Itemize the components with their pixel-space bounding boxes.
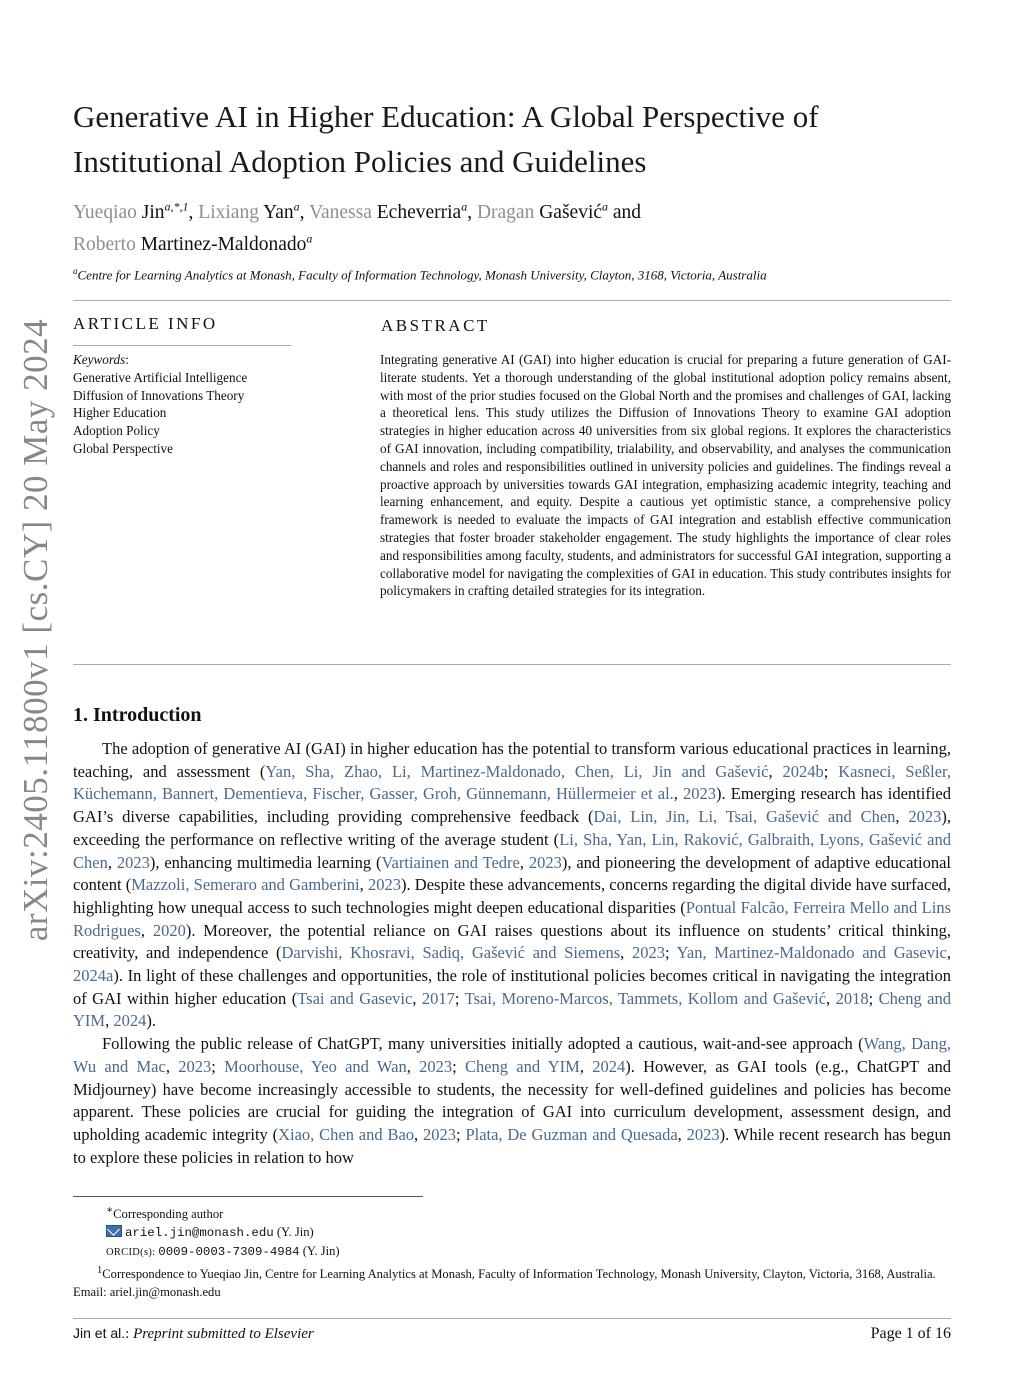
paper-title: Generative AI in Higher Education: A Global Perspective of Institutional Adoption Policies and Guidelines <box>73 99 819 179</box>
body-text: ). In light of these challenges and opportunities, the role of institutional policies becomes critical in navigating the integration of GAI within higher education ( <box>73 966 951 1008</box>
body-text: , <box>673 784 684 804</box>
citation-link[interactable]: 2023 <box>683 784 717 804</box>
body-text: , <box>359 875 368 895</box>
body-text: ). Despite these advancements, concerns regarding the digital divide have surfaced, highlighting how unequal access to such technologies might deepen educational disparities ( <box>73 875 952 917</box>
body-text: , <box>620 943 632 963</box>
citation-link[interactable]: 2023 <box>116 852 150 872</box>
body-text: ; <box>823 761 839 781</box>
body-text: , <box>165 1056 179 1076</box>
citation-link[interactable]: Tsai and Gasevic <box>297 988 413 1008</box>
citation-link[interactable]: Li, Sha, Yan, Lin, Raković, Galbraith, Lyons, Gašević and Chen <box>73 829 952 872</box>
citation-link[interactable]: 2023 <box>419 1056 453 1076</box>
citation-link[interactable]: Wang, Dang, Wu and Mac <box>73 1034 951 1076</box>
body-text: , <box>579 1056 593 1076</box>
citation-link[interactable]: Plata, De Guzman and Quesada <box>465 1124 678 1144</box>
body-text: , <box>140 920 153 940</box>
citation-link[interactable]: Vartiainen and Tedre <box>381 852 520 872</box>
body-text: , <box>105 1011 114 1031</box>
body-text: , <box>946 943 951 963</box>
article-info-heading: ARTICLE INFO <box>73 314 218 333</box>
running-footer: Jin et al.: Preprint submitted to Elsevier <box>73 1325 314 1342</box>
citation-link[interactable]: 2017 <box>421 988 455 1008</box>
citation-link[interactable]: Kasneci, Seßler, Küchemann, Bannert, Dementieva, Fischer, Gasser, Groh, Günnemann, Hüllermeier et al. <box>73 761 952 804</box>
body-text: , <box>768 761 783 781</box>
author: Roberto Martinez-Maldonado$^a$ <box>73 231 313 255</box>
keyword: Generative Artificial Intelligence <box>73 369 248 385</box>
body-text: ). However, as GAI tools (e.g., ChatGPT and Midjourney) have become increasingly accessible to students, the necessity for well-defined guidelines and policies has become apparent. These policies are crucial for guiding the integration of GAI into curriculum development, assessment design, and upholding academic integrity ( <box>73 1056 952 1144</box>
citation-link[interactable]: 2023 <box>367 875 401 895</box>
body-text: , <box>519 852 529 872</box>
page-number: Page 1 of 16 <box>870 1325 951 1342</box>
footnote-corresponding: ∗Corresponding author <box>106 1205 224 1222</box>
body-text: ; <box>664 943 677 963</box>
keyword: Diffusion of Innovations Theory <box>73 387 245 403</box>
citation-link[interactable]: 2024a <box>73 966 114 986</box>
citation-link[interactable]: Pontual Falcão, Ferreira Mello and Lins Rodrigues <box>73 897 952 940</box>
keywords-block: Keywords: Generative Artificial Intelligence Diffusion of Innovations Theory Higher Education Adoption Policy Global Perspective <box>73 352 248 456</box>
keywords-label: Keywords <box>73 352 126 367</box>
citation-link[interactable]: Yan, Martinez-Maldonado and Gasevic <box>676 943 947 963</box>
section-heading-introduction: 1. Introduction <box>73 704 202 726</box>
author: Lixiang Yan$^a$, <box>198 199 310 223</box>
body-text: ; <box>211 1056 225 1076</box>
footnote-orcid: ORCID(s): 0009-0003-7309-4984 (Y. Jin) <box>106 1244 340 1260</box>
body-text: ; <box>454 988 465 1008</box>
header-divider <box>73 300 951 301</box>
intro-paragraph <box>73 1033 951 1169</box>
article-info-divider <box>73 345 291 346</box>
footnote-email: ariel.jin@monash.edu (Y. Jin) <box>73 1223 951 1242</box>
citation-link[interactable]: Tsai, Moreno-Marcos, Tammets, Kollom and Gašević <box>464 988 827 1008</box>
body-text: ). Emerging research has identified GAI’s diverse capabilities, including providing comprehensive feedback ( <box>73 784 951 827</box>
citation-link[interactable]: Cheng and YIM <box>464 1056 580 1076</box>
body-text: ), exceeding the performance on reflective writing of the average student ( <box>73 807 952 849</box>
affiliation: $^a$Centre for Learning Analytics at Monash, Faculty of Information Technology, Monash University, Clayton, 3168, Victoria, Australia <box>73 266 767 283</box>
body-text: , <box>412 988 422 1008</box>
author: Yueqiao Jin$^{a,*,1}$, <box>73 199 199 223</box>
body-text: , <box>406 1056 420 1076</box>
citation-link[interactable]: Cheng and YIM <box>73 988 951 1031</box>
footnote-correspondence: $^1$Correspondence to Yueqiao Jin, Centre for Learning Analytics at Monash, Faculty of Information Technology, Monash University, Clayton, Victoria, 3168, Australia. Email: ariel.jin@monash.edu <box>73 1265 936 1300</box>
body-text: Following the public release of ChatGPT, many universities initially adopted a cautious, wait-and-see approach ( <box>102 1034 864 1054</box>
citation-link[interactable]: 2023 <box>908 807 942 827</box>
citation-link[interactable]: Moorhouse, Yeo and Wan <box>224 1056 407 1076</box>
keyword: Global Perspective <box>73 440 173 456</box>
abstract-divider <box>73 664 951 665</box>
email-link[interactable]: ariel.jin@monash.edu <box>125 1226 274 1241</box>
body-text: , <box>826 988 836 1008</box>
keyword: Adoption Policy <box>73 423 160 439</box>
body-text: , <box>677 1124 687 1144</box>
citation-link[interactable]: Darvishi, Khosravi, Sadiq, Gašević and Siemens <box>281 943 621 963</box>
body-text: ). <box>146 1011 156 1031</box>
citation-link[interactable]: 2023 <box>423 1124 457 1144</box>
author-list <box>73 193 953 258</box>
body-text: ), and pioneering the development of adaptive educational content ( <box>73 852 951 895</box>
body-text: ), enhancing multimedia learning ( <box>149 852 382 872</box>
citation-link[interactable]: 2023 <box>686 1124 720 1144</box>
citation-link[interactable]: 2018 <box>835 988 869 1008</box>
citation-link[interactable]: 2024 <box>592 1056 626 1076</box>
body-text: , <box>414 1124 424 1144</box>
citation-link[interactable]: Xiao, Chen and Bao <box>278 1124 415 1144</box>
arxiv-sidebar-stamp: arXiv:2405.11800v1 [cs.CY] 20 May 2024 <box>16 318 55 942</box>
citation-link[interactable]: 2020 <box>152 920 186 940</box>
abstract-heading: ABSTRACT <box>381 316 490 335</box>
citation-link[interactable]: Dai, Lin, Jin, Li, Tsai, Gašević and Chen <box>593 807 896 827</box>
author: Dragan Gašević$^a$ and <box>476 199 642 223</box>
body-text: ). While recent research has begun to explore these policies in relation to how <box>73 1124 952 1167</box>
citation-link[interactable]: 2023 <box>528 852 562 872</box>
body-text: ; <box>452 1056 465 1076</box>
citation-link[interactable]: 2023 <box>631 943 665 963</box>
introduction-body <box>73 738 951 1169</box>
citation-link[interactable]: 2023 <box>178 1056 212 1076</box>
citation-link[interactable]: 2024b <box>782 761 824 781</box>
body-text: ; <box>868 988 879 1008</box>
orcid-link[interactable]: 0009-0003-7309-4984 <box>158 1245 300 1260</box>
intro-paragraph <box>73 738 951 1033</box>
body-text: ). Moreover, the potential reliance on GAI raises questions about its influence on students’ critical thinking, creativity, and independence ( <box>73 920 951 963</box>
citation-link[interactable]: Mazzoli, Semeraro and Gamberini <box>131 875 360 895</box>
footer-divider <box>73 1318 951 1319</box>
author: Vanessa Echeverria$^a$, <box>309 199 477 223</box>
keyword: Higher Education <box>73 405 167 421</box>
abstract-text: Integrating generative AI (GAI) into higher education is crucial for preparing a future generation of GAI-literate students. Yet a thorough understanding of the global institutional adoption policy remains absent, with most of the prior studies focused on the Global North and the promises and challenges of GAI, lacking a theoretical lens. This study utilizes the Diffusion of Innovations Theory to examine GAI adoption strategies in higher education across 40 universities from six global regions. It explores the characteristics of GAI innovation, including compatibility, trialability, and observability, and analyses the communication channels and roles and responsibilities outlined in university policies and guidelines. The findings reveal a proactive approach by universities towards GAI integration, emphasizing academic integrity, teaching and learning enhancement, and equity. Despite a cautious yet optimistic stance, a comprehensive policy framework is needed to evaluate the impacts of GAI integration and establish effective communication strategies that foster broader stakeholder engagement. The study highlights the importance of clear roles and responsibilities among faculty, students, and administrators for successful GAI integration, supporting a collaborative model for navigating the complexities of GAI in education. This study contributes insights for policymakers in crafting detailed strategies for its integration. <box>380 352 951 599</box>
body-text: , <box>895 807 909 827</box>
body-text: ; <box>456 1124 466 1144</box>
citation-link[interactable]: Yan, Sha, Zhao, Li, Martinez-Maldonado, Chen, Li, Jin and Gašević <box>265 761 769 781</box>
citation-link[interactable]: 2024 <box>113 1011 147 1031</box>
footnotes <box>73 1202 951 1301</box>
mail-icon <box>106 1225 122 1237</box>
footnote-divider <box>73 1196 423 1197</box>
body-text: The adoption of generative AI (GAI) in higher education has the potential to transform various educational practices in learning, teaching, and assessment ( <box>73 739 951 781</box>
body-text: , <box>107 852 117 872</box>
